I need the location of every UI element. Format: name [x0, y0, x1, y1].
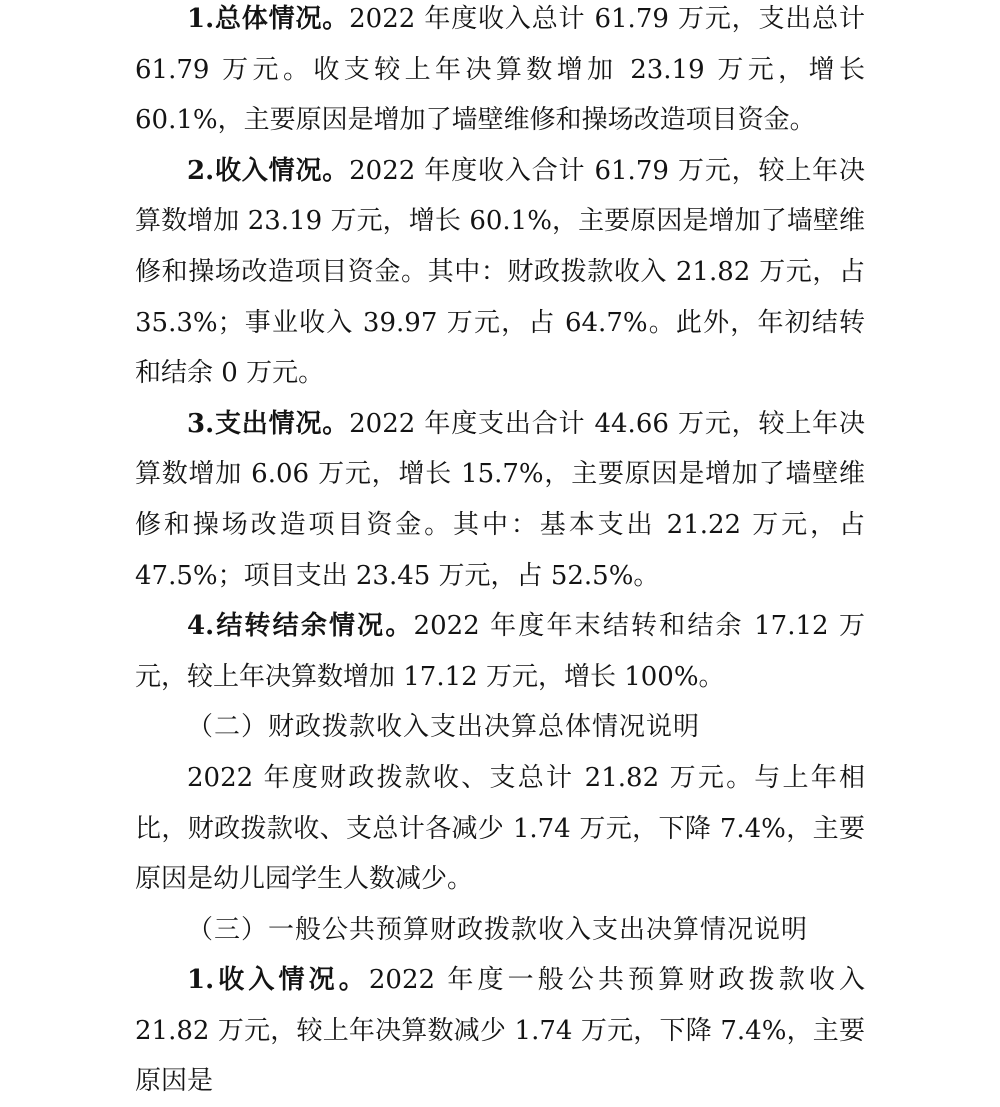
paragraph-fiscal-overview: 2022 年度财政拨款收、支总计 21.82 万元。与上年相比，财政拨款收、支总计各减少 1.74 万元，下降 7.4%，主要原因是幼儿园学生人数减少。: [135, 762, 865, 895]
section-heading-fiscal-overview: （二）财政拨款收入支出决算总体情况说明: [187, 712, 701, 743]
section-heading-general-budget: （三）一般公共预算财政拨款收入支出决算情况说明: [187, 914, 809, 945]
paragraph-general-budget-income: [135, 955, 865, 1107]
paragraph-overall: [135, 0, 865, 146]
paragraph-lead: 3.支出情况。: [187, 408, 350, 439]
paragraph-expenditure: [135, 399, 865, 601]
paragraph-lead: 4.结转结余情况。: [187, 611, 414, 642]
paragraph-text: 2022 年度收入合计 61.79 万元，较上年决算数增加 23.19 万元，增长 60.1%，主要原因是增加了墙壁维修和操场改造项目资金。其中：财政拨款收入 21.82 万元，占 35.3%；事业收入 39.97 万元，占 64.7%。此外，年初结转和结余 0 万元。: [135, 155, 865, 389]
paragraph-text: 2022 年度支出合计 44.66 万元，较上年决算数增加 6.06 万元，增长 15.7%，主要原因是增加了墙壁维修和操场改造项目资金。其中：基本支出 21.22 万元，占 47.5%；项目支出 23.45 万元，占 52.5%。: [135, 408, 865, 591]
paragraph-text: 2022 年度一般公共预算财政拨款收入 21.82 万元，较上年决算数减少 1.74 万元，下降 7.4%，主要原因是: [135, 965, 865, 1097]
paragraph-lead: 1.收入情况。: [187, 965, 369, 996]
paragraph-carryover: [135, 601, 865, 702]
paragraph-text: 2022 年度年末结转和结余 17.12 万元，较上年决算数增加 17.12 万元，增长 100%。: [135, 611, 865, 692]
paragraph-text: 2022 年度收入总计 61.79 万元，支出总计 61.79 万元。收支较上年决算数增加 23.19 万元，增长 60.1%，主要原因是增加了墙壁维修和操场改造项目资金。: [135, 4, 865, 136]
paragraph-income: [135, 146, 865, 399]
paragraph-lead: 2.收入情况。: [187, 155, 350, 186]
paragraph-lead: 1.总体情况。: [187, 4, 350, 34]
